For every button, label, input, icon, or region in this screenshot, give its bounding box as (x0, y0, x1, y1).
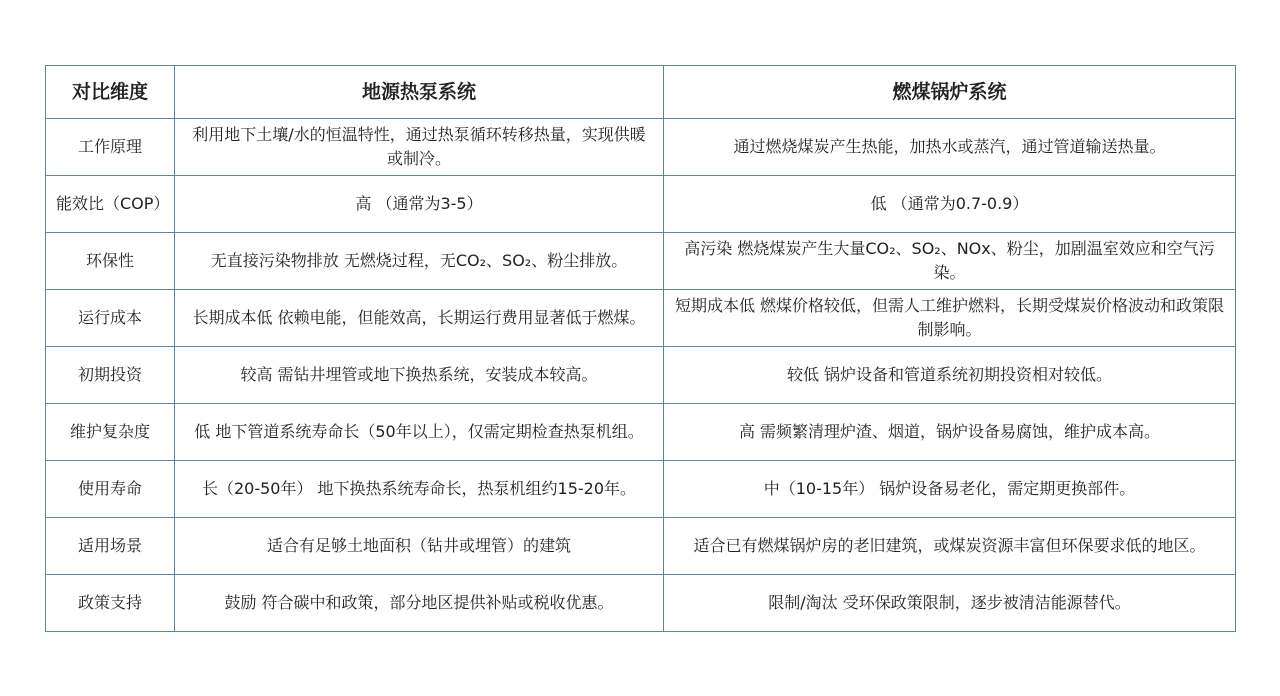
comparison-table (45, 65, 1236, 632)
table-row (46, 233, 1236, 290)
cell-coal-boiler: 中（10-15年） 锅炉设备易老化，需定期更换部件。 (664, 461, 1236, 518)
cell-coal-boiler: 限制/淘汰 受环保政策限制，逐步被清洁能源替代。 (664, 575, 1236, 632)
table-row (46, 518, 1236, 575)
cell-coal-boiler: 高 需频繁清理炉渣、烟道，锅炉设备易腐蚀，维护成本高。 (664, 404, 1236, 461)
table-row (46, 290, 1236, 347)
table-row (46, 347, 1236, 404)
table-row (46, 404, 1236, 461)
cell-coal-boiler: 高污染 燃烧煤炭产生大量CO₂、SO₂、NOx、粉尘，加剧温室效应和空气污染。 (664, 233, 1236, 290)
comparison-table-container (45, 65, 1235, 632)
row-dimension: 维护复杂度 (46, 404, 175, 461)
cell-heat-pump: 适合有足够土地面积（钻井或埋管）的建筑 (175, 518, 664, 575)
cell-coal-boiler: 较低 锅炉设备和管道系统初期投资相对较低。 (664, 347, 1236, 404)
cell-heat-pump: 鼓励 符合碳中和政策，部分地区提供补贴或税收优惠。 (175, 575, 664, 632)
table-row (46, 119, 1236, 176)
table-header-row (46, 66, 1236, 119)
table-row (46, 461, 1236, 518)
cell-coal-boiler: 短期成本低 燃煤价格较低，但需人工维护燃料，长期受煤炭价格波动和政策限制影响。 (664, 290, 1236, 347)
row-dimension: 运行成本 (46, 290, 175, 347)
cell-heat-pump: 利用地下土壤/水的恒温特性，通过热泵循环转移热量，实现供暖或制冷。 (175, 119, 664, 176)
cell-heat-pump: 高 （通常为3-5） (175, 176, 664, 233)
cell-coal-boiler: 低 （通常为0.7-0.9） (664, 176, 1236, 233)
cell-heat-pump: 无直接污染物排放 无燃烧过程，无CO₂、SO₂、粉尘排放。 (175, 233, 664, 290)
header-dimension: 对比维度 (46, 66, 175, 119)
cell-heat-pump: 低 地下管道系统寿命长（50年以上），仅需定期检查热泵机组。 (175, 404, 664, 461)
row-dimension: 使用寿命 (46, 461, 175, 518)
table-row (46, 575, 1236, 632)
row-dimension: 适用场景 (46, 518, 175, 575)
header-coal-boiler: 燃煤锅炉系统 (664, 66, 1236, 119)
cell-heat-pump: 长期成本低 依赖电能，但能效高，长期运行费用显著低于燃煤。 (175, 290, 664, 347)
row-dimension: 环保性 (46, 233, 175, 290)
cell-heat-pump: 较高 需钻井埋管或地下换热系统，安装成本较高。 (175, 347, 664, 404)
row-dimension: 初期投资 (46, 347, 175, 404)
table-row (46, 176, 1236, 233)
cell-coal-boiler: 适合已有燃煤锅炉房的老旧建筑，或煤炭资源丰富但环保要求低的地区。 (664, 518, 1236, 575)
cell-coal-boiler: 通过燃烧煤炭产生热能，加热水或蒸汽，通过管道输送热量。 (664, 119, 1236, 176)
row-dimension: 政策支持 (46, 575, 175, 632)
header-ground-source-heat-pump: 地源热泵系统 (175, 66, 664, 119)
cell-heat-pump: 长（20-50年） 地下换热系统寿命长，热泵机组约15-20年。 (175, 461, 664, 518)
row-dimension: 工作原理 (46, 119, 175, 176)
row-dimension: 能效比（COP） (46, 176, 175, 233)
